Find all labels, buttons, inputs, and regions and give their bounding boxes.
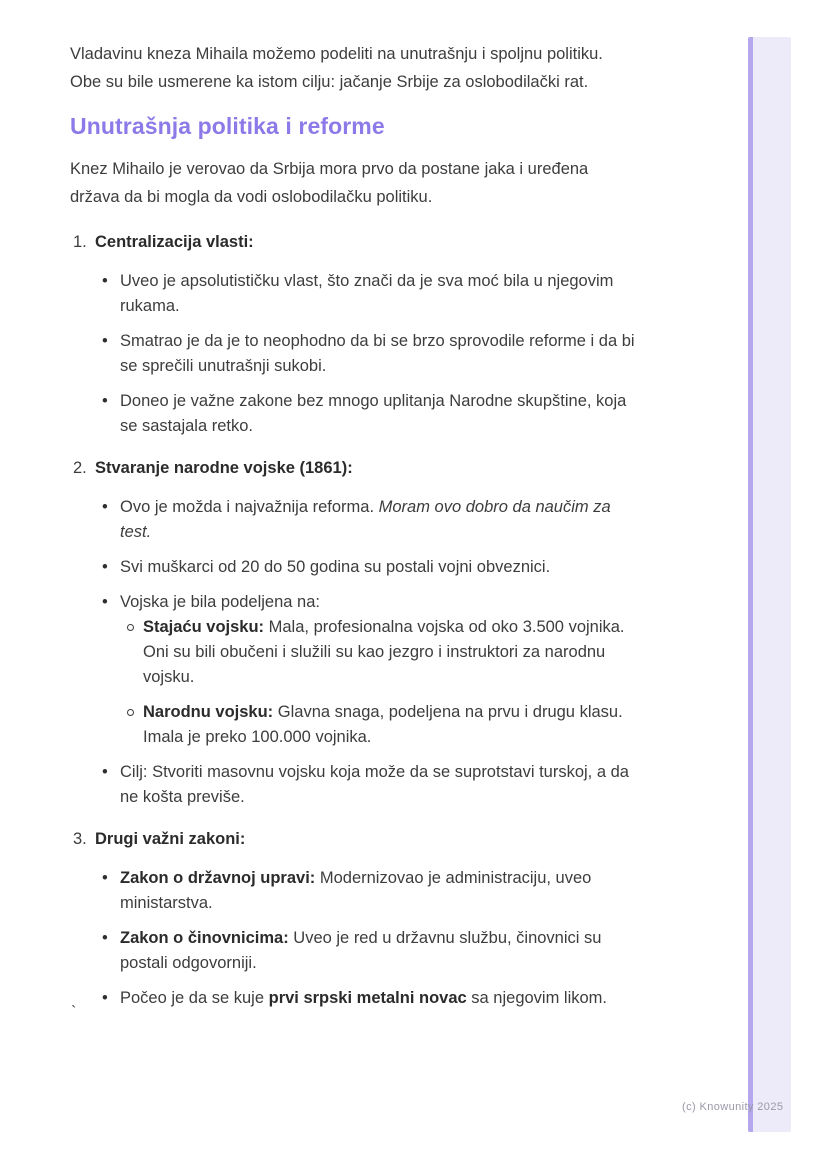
bullet-item xyxy=(95,269,637,319)
numbered-list xyxy=(70,229,637,1011)
bullet-text: Svi muškarci od 20 do 50 godina su postali vojni obveznici. xyxy=(120,558,551,576)
bullet-text: Ovo je možda i najvažnija reforma. xyxy=(120,498,379,516)
numbered-item-2 xyxy=(70,455,637,810)
item-title: Centralizacija vlasti: xyxy=(95,233,254,251)
bold-lead: Narodnu vojsku: xyxy=(143,703,274,721)
bullet-item xyxy=(95,590,637,750)
bullet-text: Smatrao je da je to neophodno da bi se brzo sprovodile reforme i da bi se sprečili unutrašnji sukobi. xyxy=(120,332,635,375)
page-edge-bar xyxy=(748,37,791,1132)
bullet-text: Vojska je bila podeljena na: xyxy=(120,593,320,611)
bullet-item xyxy=(95,760,637,810)
italic-note: Moram ovo dobro da naučim za test. xyxy=(120,498,611,541)
bullet-text: Doneo je važne zakone bez mnogo uplitanja Narodne skupštine, koja se sastajala retko. xyxy=(120,392,627,435)
bullet-item xyxy=(95,866,637,916)
bullet-text: Mala, profesionalna vojska od oko 3.500 vojnika. Oni su bili obučeni i služili su kao jezgro i instruktori za narodnu vojsku. xyxy=(143,618,625,686)
item-number: 3. xyxy=(73,830,87,848)
bold-lead: Zakon o državnoj upravi: xyxy=(120,869,316,887)
bold-lead: Stajaću vojsku: xyxy=(143,618,265,636)
bullet-text: Počeo je da se kuje xyxy=(120,989,269,1007)
item-title: Drugi važni zakoni: xyxy=(95,830,246,848)
bold-lead: Zakon o činovnicima: xyxy=(120,929,289,947)
stray-backtick: ` xyxy=(71,1004,77,1021)
item-number: 1. xyxy=(73,233,87,251)
bullet-list xyxy=(95,495,637,810)
bullet-item xyxy=(95,555,637,580)
bullet-text: Cilj: Stvoriti masovnu vojsku koja može da se suprotstavi turskoj, a da ne košta previše. xyxy=(120,763,629,806)
sub-bullet-item xyxy=(120,615,637,690)
bullet-list xyxy=(95,866,637,1011)
bullet-item xyxy=(95,926,637,976)
bullet-text: sa njegovim likom. xyxy=(466,989,608,1007)
numbered-item-3 xyxy=(70,826,637,1011)
bullet-list xyxy=(95,269,637,439)
item-title: Stvaranje narodne vojske (1861): xyxy=(95,459,353,477)
section-heading: Unutrašnja politika i reforme xyxy=(70,113,385,139)
watermark: (c) Knowunity 2025 xyxy=(682,1101,784,1113)
bullet-text: Uveo je red u državnu službu, činovnici su postali odgovorniji. xyxy=(120,929,602,972)
bullet-item xyxy=(95,986,637,1011)
sub-bullet-item xyxy=(120,700,637,750)
bold-inline: prvi srpski metalni novac xyxy=(268,989,467,1007)
bullet-text: Glavna snaga, podeljena na prvu i drugu klasu. Imala je preko 100.000 vojnika. xyxy=(143,703,623,746)
document-page xyxy=(70,0,637,1011)
bullet-text: Modernizovao je administraciju, uveo ministarstva. xyxy=(120,869,592,912)
bullet-item xyxy=(95,389,637,439)
bullet-item xyxy=(95,495,637,545)
lead-paragraph: Knez Mihailo je verovao da Srbija mora prvo da postane jaka i uređena država da bi mogla da vodi oslobodilačku politiku. xyxy=(70,160,589,206)
bullet-text: Uveo je apsolutističku vlast, što znači da je sva moć bila u njegovim rukama. xyxy=(120,272,614,315)
intro-paragraph: Vladavinu kneza Mihaila možemo podeliti na unutrašnju i spoljnu politiku. Obe su bile usmerene ka istom cilju: jačanje Srbije za oslobodilački rat. xyxy=(70,45,603,91)
bullet-item xyxy=(95,329,637,379)
item-number: 2. xyxy=(73,459,87,477)
numbered-item-1 xyxy=(70,229,637,439)
sub-bullet-list xyxy=(120,615,637,750)
